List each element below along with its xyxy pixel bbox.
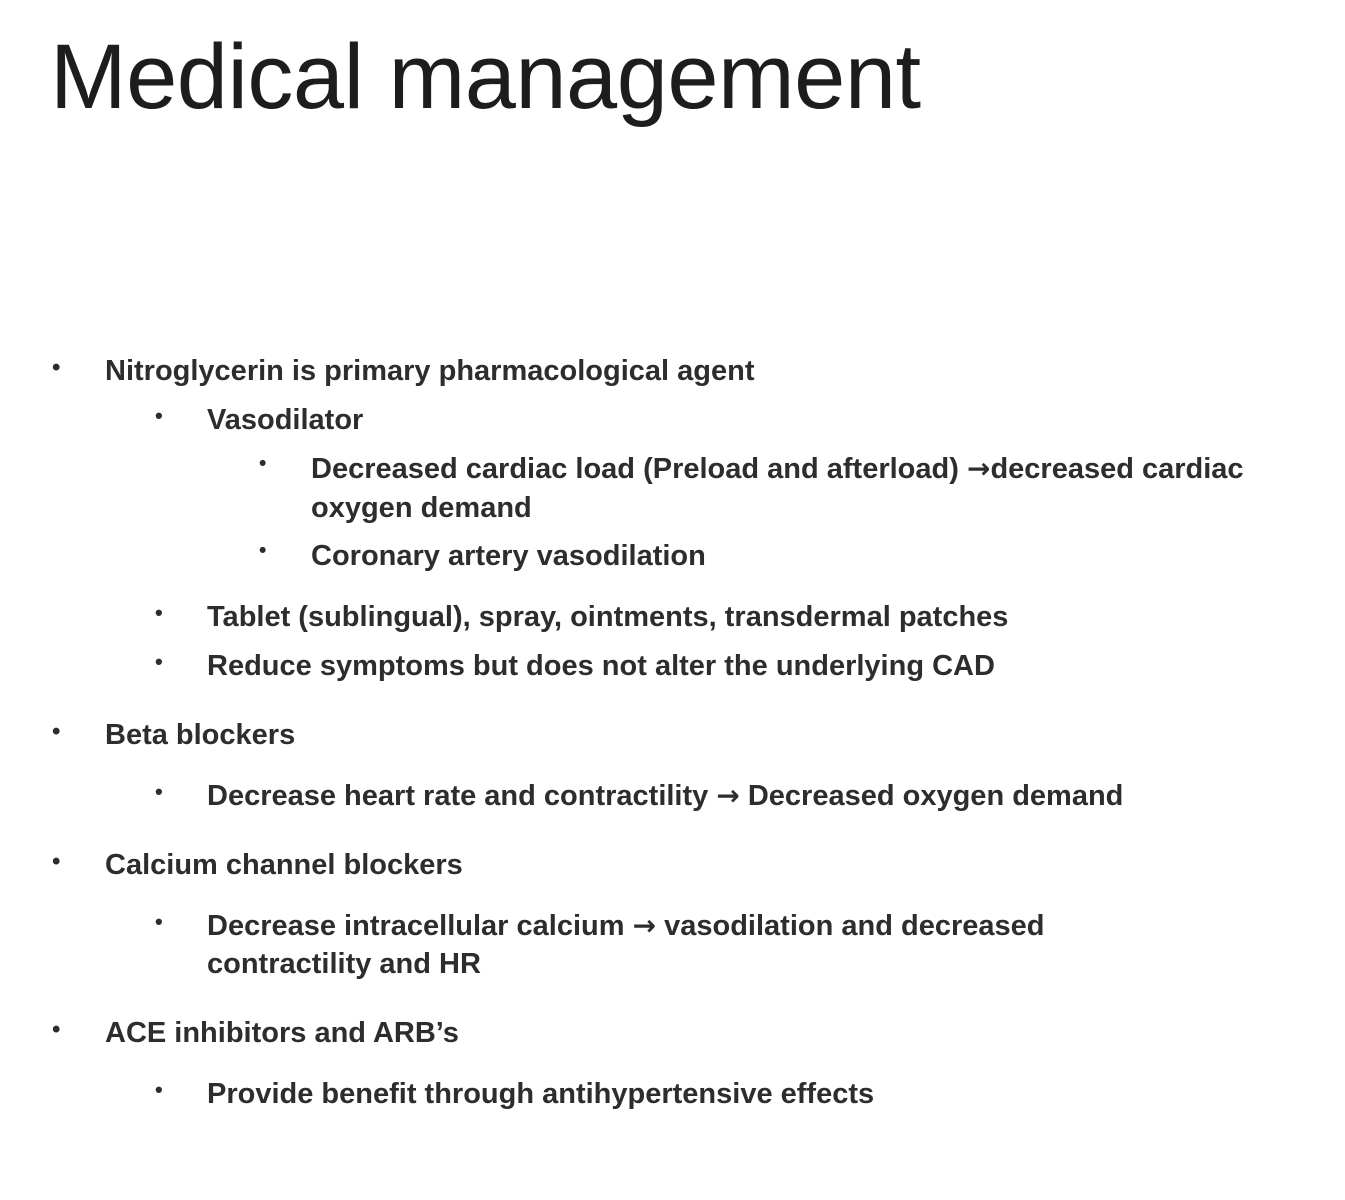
right-arrow-icon: → bbox=[966, 451, 991, 485]
bullet-item-level2 bbox=[0, 647, 1345, 686]
bullet-text: Reduce symptoms but does not alter the underlying CAD bbox=[207, 650, 995, 683]
bullet-item-level3 bbox=[0, 450, 1345, 528]
bullet-item-level1 bbox=[0, 1014, 1345, 1053]
bullet-text-segment: Decrease intracellular calcium bbox=[207, 909, 633, 942]
bullet-item-level2 bbox=[0, 777, 1345, 816]
bullet-marker-icon: • bbox=[155, 908, 163, 934]
bullet-item-level1 bbox=[0, 846, 1345, 885]
bullet-text bbox=[207, 777, 1345, 816]
bullet-text-segment: vasodilation and decreased contractility and HR bbox=[207, 909, 1045, 981]
bullet-marker-icon: • bbox=[52, 847, 61, 875]
bullet-marker-icon: • bbox=[52, 718, 61, 746]
bullet-item-level1 bbox=[0, 352, 1345, 391]
bullet-text-segment: Decreased cardiac load (Preload and afterload) bbox=[311, 452, 967, 485]
slide-body-content bbox=[0, 352, 1345, 1128]
bullet-text: ACE inhibitors and ARB’s bbox=[105, 1017, 459, 1050]
right-arrow-icon: → bbox=[632, 908, 657, 942]
bullet-text: Provide benefit through antihypertensive effects bbox=[207, 1078, 875, 1111]
bullet-text bbox=[207, 907, 1145, 985]
bullet-item-level1 bbox=[0, 716, 1345, 755]
bullet-text-segment: decreased cardiac oxygen demand bbox=[311, 452, 1244, 524]
bullet-item-level2 bbox=[0, 598, 1345, 637]
bullet-marker-icon: • bbox=[259, 539, 267, 563]
bullet-marker-icon: • bbox=[155, 649, 163, 675]
bullet-text bbox=[311, 450, 1249, 528]
bullet-text: Calcium channel blockers bbox=[105, 848, 463, 881]
bullet-marker-icon: • bbox=[155, 778, 163, 804]
bullet-item-level2 bbox=[0, 907, 1345, 985]
bullet-text: Nitroglycerin is primary pharmacological agent bbox=[105, 355, 755, 387]
bullet-text-segment: Decrease heart rate and contractility bbox=[207, 779, 717, 812]
right-arrow-icon: → bbox=[716, 778, 740, 812]
bullet-text: Vasodilator bbox=[207, 403, 364, 436]
bullet-text: Beta blockers bbox=[105, 719, 296, 752]
bullet-text-segment: Decreased oxygen demand bbox=[739, 779, 1124, 812]
bullet-item-level3 bbox=[0, 537, 1345, 576]
bullet-item-level2 bbox=[0, 401, 1345, 440]
bullet-text: Coronary artery vasodilation bbox=[311, 540, 706, 573]
slide-title: Medical management bbox=[50, 26, 921, 128]
bullet-marker-icon: • bbox=[259, 451, 267, 475]
bullet-marker-icon: • bbox=[155, 600, 163, 626]
bullet-item-level2 bbox=[0, 1075, 1345, 1114]
bullet-text: Tablet (sublingual), spray, ointments, transdermal patches bbox=[207, 601, 1009, 634]
bullet-marker-icon: • bbox=[52, 1016, 61, 1044]
bullet-marker-icon: • bbox=[155, 402, 163, 428]
bullet-marker-icon: • bbox=[155, 1077, 163, 1103]
bullet-marker-icon: • bbox=[52, 354, 61, 381]
